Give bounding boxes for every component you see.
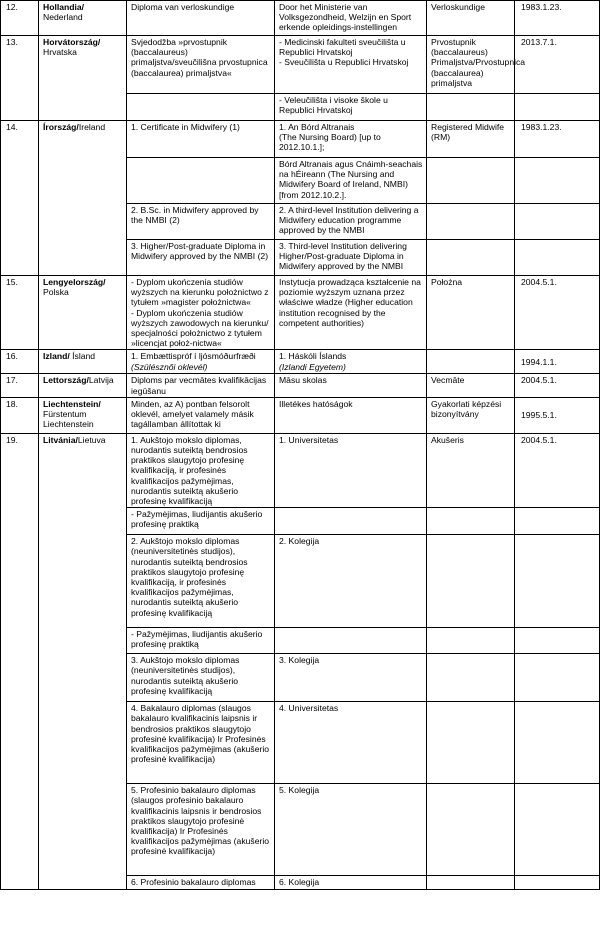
reference-date-cell [515, 508, 600, 535]
table-row [1, 276, 600, 350]
row-number: 16. [1, 350, 39, 374]
table-row [1, 397, 600, 433]
diploma-translation: (Szülésznői oklevél) [131, 361, 208, 372]
row-number: 14. [1, 121, 39, 276]
issuing-body-cell: Illetékes hatóságok [275, 397, 427, 433]
diploma-cell: 3. Higher/Post-graduate Diploma in Midwifery approved by the NMBI (2) [127, 240, 275, 276]
table-row [1, 350, 600, 374]
diploma-cell [127, 350, 275, 374]
diploma-cell: 2. B.Sc. in Midwifery approved by the NMBI (2) [127, 204, 275, 240]
country-cell [39, 397, 127, 433]
diploma-cell: Minden, az A) pontban felsorolt oklevél, amelyet valamely másik tagállamban állítottak ki [127, 397, 275, 433]
diploma-cell: 5. Profesinio bakalauro diplomas (slaugos profesinio bakalauro kvalifikacinis laipsnis ir bendrosios praktikos slaugytojo profesinė kvalifikacija) Ir Profesinės kvalifikacijos pažymėjimas (akušerio profesinė kvalifikacija) [127, 784, 275, 876]
issuing-body-cell: 3. Kolegija [275, 654, 427, 702]
issuing-body-cell: 5. Kolegija [275, 784, 427, 876]
issuing-body-cell: - Medicinski fakulteti sveučilišta u Republici Hrvatskoj - Sveučilišta u Republici Hrvatskoj [275, 36, 427, 94]
issuing-body-cell: 2. A third-level Institution delivering a Midwifery education programme approved by the NMBI [275, 204, 427, 240]
diploma-cell: 2. Aukštojo mokslo diplomas (neuniversitetinės studijos), nurodantis suteiktą bendrosios praktikos slaugytojo profesinę kvalifikaciją, ir profesinės kvalifikacijos pažymėjimas, nurodantis suteiktą akušerio profesinę kvalifikaciją [127, 535, 275, 628]
reference-date: 1995.5.1. [521, 410, 557, 421]
issuing-body-cell: 3. Third-level Institution delivering Higher/Post-graduate Diploma in Midwifery approved by the NMBI [275, 240, 427, 276]
diploma-text: 1. Embættispróf í ljósmóðurfræði [131, 351, 256, 362]
diploma-cell: Svjedodžba »prvostupnik (baccalaureus) primaljstva/sveučilišna prvostupnica (baccalaurea) primaljstva« [127, 36, 275, 94]
table-row [1, 121, 600, 158]
diploma-cell [127, 158, 275, 204]
professional-title-cell: Akušeris [427, 433, 515, 507]
reference-date-cell: 1983.1.23. [515, 1, 600, 36]
professional-title-cell [427, 784, 515, 876]
row-number: 15. [1, 276, 39, 350]
country-name-hu: Lettország/ [43, 375, 89, 386]
reference-date-cell: 2004.5.1. [515, 276, 600, 350]
country-name-hu: Litvánia/ [43, 434, 78, 445]
row-number: 12. [1, 1, 39, 36]
country-cell [39, 350, 127, 374]
country-cell [39, 433, 127, 889]
row-number: 19. [1, 433, 39, 889]
table-row [1, 36, 600, 94]
reference-date-cell [515, 628, 600, 654]
issuing-body-cell [275, 628, 427, 654]
issuing-body-translation: (Izlandi Egyetem) [279, 361, 346, 372]
reference-date-cell [515, 784, 600, 876]
country-name-hu: Írország/ [43, 122, 79, 132]
diploma-cell: - Pažymėjimas, liudijantis akušerio profesinę praktiką [127, 508, 275, 535]
professional-title-cell [427, 240, 515, 276]
professional-title-cell [427, 158, 515, 204]
professional-title-cell [427, 702, 515, 784]
professional-title-cell [427, 508, 515, 535]
issuing-body-cell: 1. An Bórd Altranais (The Nursing Board) [up to 2012.10.1.]; [275, 121, 427, 158]
reference-date-cell [515, 240, 600, 276]
professional-title-cell: Prvostupnik (baccalaureus) Primaljstva/Prvostupnica (baccalaurea) primaljstva [427, 36, 515, 94]
diploma-cell: 6. Profesinio bakalauro diplomas [127, 876, 275, 890]
professional-title-cell: Położna [427, 276, 515, 350]
professional-title-cell [427, 204, 515, 240]
diploma-cell: Diploms par vecmātes kvalifikācijas iegūšanu [127, 374, 275, 397]
country-name-native: Ireland [78, 122, 106, 132]
issuing-body-cell: Bórd Altranais agus Cnáimh-seachais na hÉireann (The Nursing and Midwifery Board of Ireland, NMBI) [from 2012.10.2.]. [275, 158, 427, 204]
diploma-cell: 1. Certificate in Midwifery (1) [127, 121, 275, 158]
table-row [1, 374, 600, 397]
reference-date-cell [515, 204, 600, 240]
country-cell [39, 121, 127, 276]
country-name-native: Polska [43, 287, 69, 298]
row-number: 18. [1, 397, 39, 433]
issuing-body-cell: 1. Universitetas [275, 433, 427, 507]
country-name-hu: Liechtenstein/ [43, 398, 101, 409]
issuing-body-text: 1. Háskóli Íslands [279, 351, 347, 362]
issuing-body-cell: 2. Kolegija [275, 535, 427, 628]
table-row [1, 433, 600, 507]
country-cell [39, 276, 127, 350]
reference-date-cell [515, 702, 600, 784]
professional-title-cell: Registered Midwife (RM) [427, 121, 515, 158]
reference-date-cell [515, 876, 600, 890]
country-name-native: Ísland [72, 351, 96, 362]
professional-title-cell: Verloskundige [427, 1, 515, 36]
diploma-cell [127, 94, 275, 121]
reference-date-cell [515, 158, 600, 204]
reference-date-cell [515, 535, 600, 628]
country-name-hu: Izland/ [43, 351, 70, 362]
professional-title-cell [427, 876, 515, 890]
professional-title-cell [427, 94, 515, 121]
country-name-hu: Lengyelország/ [43, 277, 106, 287]
reference-date-cell: 2013.7.1. [515, 36, 600, 94]
country-name-native: Fürstentum Liechtenstein [43, 409, 94, 430]
country-name-native: Nederland [43, 12, 83, 23]
issuing-body-cell: 6. Kolegija [275, 876, 427, 890]
row-number: 17. [1, 374, 39, 397]
table-row [1, 1, 600, 36]
issuing-body-cell: Door het Ministerie van Volksgezondheid, Welzijn en Sport erkende opleidings-instellingen [275, 1, 427, 36]
issuing-body-cell: - Veleučilišta i visoke škole u Republici Hrvatskoj [275, 94, 427, 121]
diploma-cell: 3. Aukštojo mokslo diplomas (neuniversitetinės studijos), nurodantis suteiktą akušerio profesinę kvalifikaciją [127, 654, 275, 702]
reference-date-cell: 2004.5.1. [515, 433, 600, 507]
country-name-native: Lietuva [77, 434, 106, 445]
reference-date-cell [515, 350, 600, 374]
row-number: 13. [1, 36, 39, 121]
issuing-body-cell: Instytucja prowadząca kształcenie na poziomie wyższym uznana przez właściwe władze (Higher education institution recognised by the competent authorities) [275, 276, 427, 350]
reference-date-cell [515, 654, 600, 702]
diploma-cell: - Dyplom ukończenia studiów wyższych na kierunku położnictwo z tytułem »magister położnictwa« - Dyplom ukończenia studiów wyższych zawodowych na kierunku/ specjalności położnictwo z tytułem »licencjat położ-nictwa« [127, 276, 275, 350]
diploma-cell: 4. Bakalauro diplomas (slaugos bakalauro kvalifikacinis laipsnis ir bendrosios praktikos slaugytojo profesinė kvalifikacija) Ir Profesinės kvalifikacijos pažymėjimas (akušerio profesinė kvalifikacija) [127, 702, 275, 784]
country-cell [39, 1, 127, 36]
issuing-body-cell: 4. Universitetas [275, 702, 427, 784]
reference-date-cell: 2004.5.1. [515, 374, 600, 397]
diploma-cell: Diploma van verloskundige [127, 1, 275, 36]
professional-title-cell [427, 654, 515, 702]
country-cell [39, 374, 127, 397]
professional-title-cell: Gyakorlati képzési bizonyítvány [427, 397, 515, 433]
reference-date-cell [515, 94, 600, 121]
professional-title-cell [427, 535, 515, 628]
country-name-hu: Horvátország/ [43, 37, 101, 47]
reference-date-cell [515, 397, 600, 433]
diploma-cell: - Pažymėjimas, liudijantis akušerio profesinę praktiką [127, 628, 275, 654]
country-name-hu: Hollandia/ [43, 2, 85, 12]
reference-date: 1994.1.1. [521, 356, 557, 367]
diploma-cell: 1. Aukštojo mokslo diplomas, nurodantis suteiktą bendrosios praktikos slaugytojo profesinę kvalifikaciją, ir profesinės kvalifikacijos pažymėjimas, nurodantis suteiktą akušerio profesinę kvalifikaciją [127, 433, 275, 507]
issuing-body-cell [275, 350, 427, 374]
country-cell [39, 36, 127, 121]
country-name-native: Latvija [88, 375, 114, 386]
issuing-body-cell [275, 508, 427, 535]
professional-title-cell: Vecmāte [427, 374, 515, 397]
issuing-body-cell: Māsu skolas [275, 374, 427, 397]
professional-title-cell [427, 628, 515, 654]
reference-date-cell: 1983.1.23. [515, 121, 600, 158]
professional-title-cell [427, 350, 515, 374]
country-name-native: Hrvatska [43, 47, 77, 58]
